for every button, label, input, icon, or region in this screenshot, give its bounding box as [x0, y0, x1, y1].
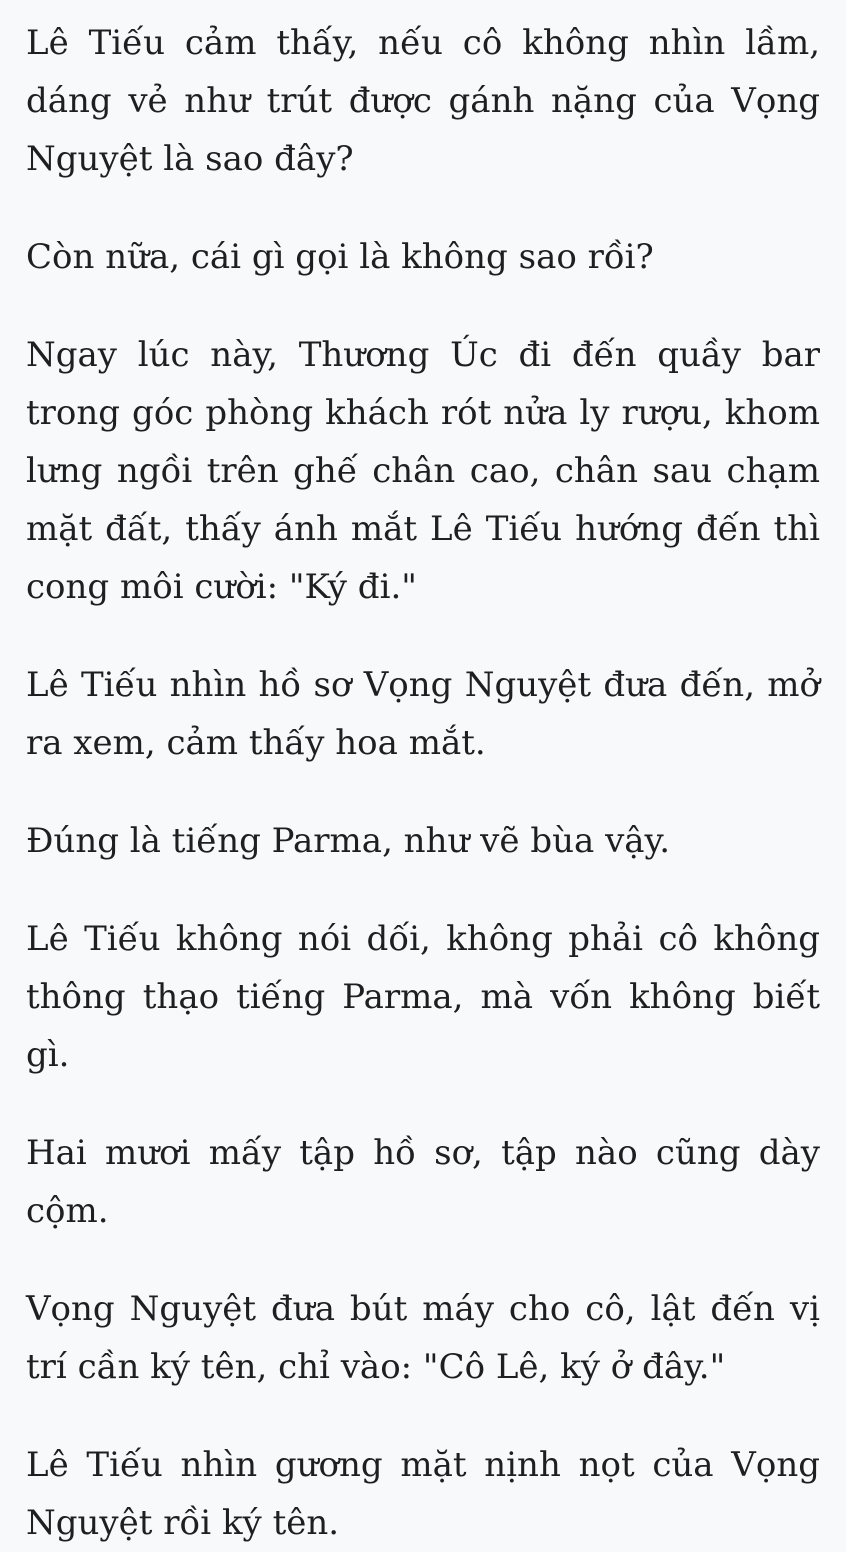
story-paragraph: Lê Tiếu nhìn hồ sơ Vọng Nguyệt đưa đến, mở ra xem, cảm thấy hoa mắt.: [26, 665, 820, 763]
story-paragraph: Còn nữa, cái gì gọi là không sao rồi?: [26, 237, 654, 277]
story-paragraph: Lê Tiếu nhìn gương mặt nịnh nọt của Vọng Nguyệt rồi ký tên.: [26, 1445, 820, 1543]
story-paragraph: Lê Tiếu cảm thấy, nếu cô không nhìn lầm, dáng vẻ như trút được gánh nặng của Vọng Nguyệt là sao đây?: [26, 23, 820, 179]
story-paragraph: Hai mươi mấy tập hồ sơ, tập nào cũng dày cộm.: [26, 1133, 820, 1231]
story-paragraph: Ngay lúc này, Thương Úc đi đến quầy bar trong góc phòng khách rót nửa ly rượu, khom lưng ngồi trên ghế chân cao, chân sau chạm mặt đất, thấy ánh mắt Lê Tiếu hướng đến thì cong môi cười: "Ký đi.": [26, 335, 820, 607]
story-paragraph: Đúng là tiếng Parma, như vẽ bùa vậy.: [26, 821, 671, 861]
story-paragraph: Vọng Nguyệt đưa bút máy cho cô, lật đến vị trí cần ký tên, chỉ vào: "Cô Lê, ký ở đây.": [26, 1289, 820, 1387]
story-paragraph: Lê Tiếu không nói dối, không phải cô không thông thạo tiếng Parma, mà vốn không biết gì.: [26, 919, 820, 1075]
